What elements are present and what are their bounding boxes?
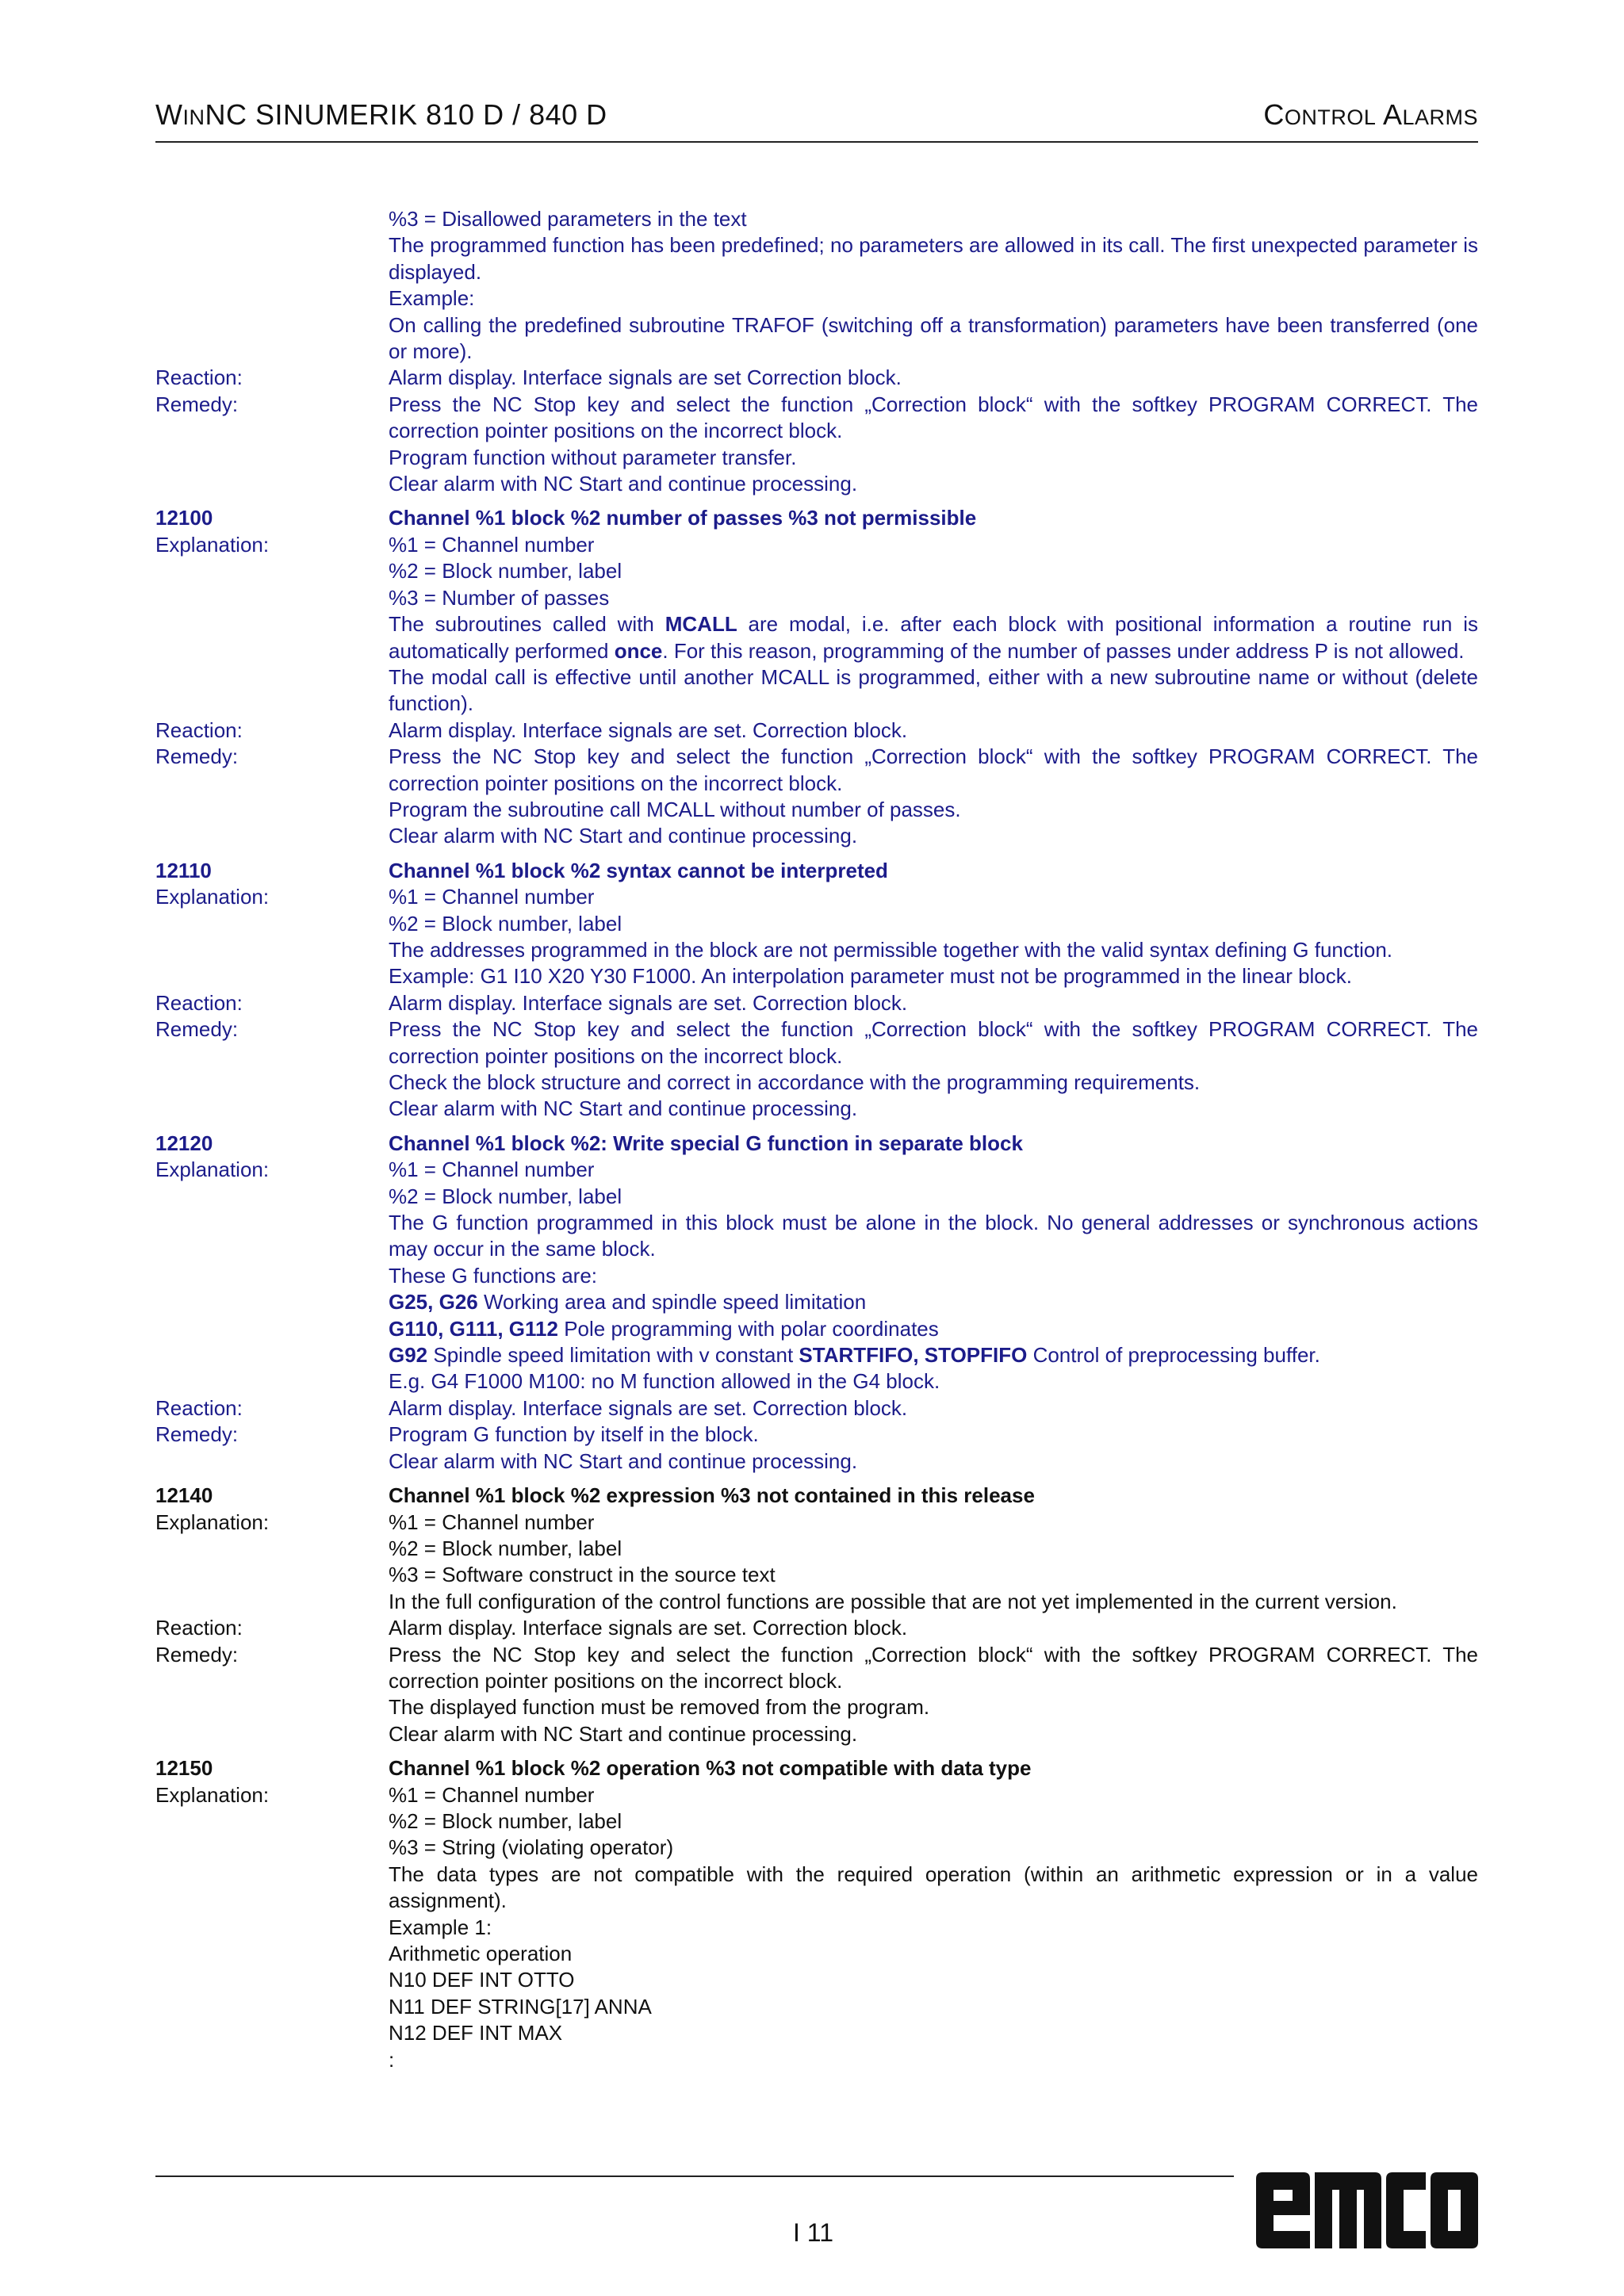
text-run: Working area and spindle speed limitation (477, 1290, 867, 1314)
explanation-line (389, 1316, 1478, 1342)
text-run: The subroutines called with (389, 612, 665, 637)
alarm-continuation (155, 206, 1478, 497)
explanation-label: Explanation: (155, 885, 270, 909)
explanation-line: %1 = Channel number (389, 532, 595, 557)
footer-rule (155, 2175, 1234, 2177)
explanation-line: %1 = Channel number (389, 1510, 595, 1534)
reaction-label: Reaction: (155, 990, 243, 1015)
explanation-line: Example 1: (389, 1915, 492, 1939)
reaction-label: Reaction: (155, 1395, 243, 1420)
section-title (1263, 98, 1478, 132)
text-run: Pole programming with polar coordinates (557, 1316, 939, 1341)
remedy-text: Press the NC Stop key and select the function „Correction block“ with the softkey PROGRAM CORRECT. The correction pointer positions on the incorrect block. (389, 392, 1478, 443)
alarm-12150 (155, 1755, 1478, 2073)
alarm-title: Channel %1 block %2: Write special G function in separate block (389, 1131, 1023, 1155)
remedy-text: The displayed function must be removed from the program. (389, 1695, 930, 1720)
code-line: N10 DEF INT OTTO (389, 1968, 575, 1992)
reaction-label: Reaction: (155, 365, 243, 390)
explanation-line: These G functions are: (389, 1263, 598, 1288)
text-run: are modal, i.e. after each block with positional information a routine run is automatically performed (389, 612, 1478, 663)
text-run-bold: G25, G26 (389, 1290, 478, 1314)
code-line: : (389, 2047, 395, 2072)
reaction-text: Alarm display. Interface signals are set Correction block. (389, 365, 902, 390)
title-w: W (155, 98, 183, 131)
remedy-text: Clear alarm with NC Start and continue processing. (389, 472, 858, 496)
explanation-line: The modal call is effective until another MCALL is programmed, either with a new subroutine name or without (delete function). (389, 664, 1478, 716)
text-run-bold: STARTFIFO, STOPFIFO (799, 1343, 1028, 1368)
reaction-label: Reaction: (155, 1616, 243, 1640)
remedy-text: Clear alarm with NC Start and continue processing. (389, 1448, 858, 1473)
text-run-bold: G110, G111, G112 (389, 1316, 558, 1341)
alarm-title: Channel %1 block %2 syntax cannot be interpreted (389, 858, 888, 882)
text-run-bold: MCALL (665, 612, 737, 637)
title-rest: NC SINUMERIK 810 D / 840 D (205, 98, 607, 131)
code-line: N12 DEF INT MAX (389, 2021, 563, 2045)
remedy-text: Press the NC Stop key and select the function „Correction block“ with the softkey PROGRAM CORRECT. The correction pointer positions on the incorrect block. (389, 744, 1478, 795)
alarm-12140 (155, 1483, 1478, 1747)
text-run: Control of preprocessing buffer. (1027, 1343, 1320, 1368)
alarm-12120 (155, 1131, 1478, 1475)
reaction-text: Alarm display. Interface signals are set. Correction block. (389, 718, 908, 742)
remedy-label: Remedy: (155, 1017, 239, 1042)
remedy-text: Program G function by itself in the block. (389, 1422, 759, 1447)
explanation-line: %2 = Block number, label (389, 1536, 622, 1560)
explanation-line: The data types are not compatible with the required operation (within an arithmetic expression or in a value assignment). (389, 1862, 1478, 1913)
explanation-line: %1 = Channel number (389, 1158, 595, 1182)
explanation-line: %3 = String (violating operator) (389, 1835, 674, 1860)
reaction-text: Alarm display. Interface signals are set. Correction block. (389, 1395, 908, 1420)
remedy-label: Remedy: (155, 392, 239, 416)
page-header (155, 94, 1478, 143)
explanation-line: On calling the predefined subroutine TRAFOF (switching off a transformation) parameters have been transferred (one or more). (389, 312, 1478, 364)
explanation-label: Explanation: (155, 532, 270, 557)
remedy-text: Clear alarm with NC Start and continue processing. (389, 824, 858, 848)
explanation-line: In the full configuration of the control functions are possible that are not yet implemented in the current version. (389, 1589, 1397, 1613)
explanation-line: The programmed function has been predefined; no parameters are allowed in its call. The first unexpected parameter is displayed. (389, 233, 1478, 284)
section-c: C (1263, 98, 1285, 131)
remedy-label: Remedy: (155, 1422, 239, 1447)
explanation-line: Example: (389, 286, 475, 311)
explanation-line: %1 = Channel number (389, 885, 595, 909)
explanation-line: %3 = Number of passes (389, 585, 610, 610)
document-title (155, 98, 607, 132)
alarm-code: 12120 (155, 1131, 213, 1155)
explanation-label: Explanation: (155, 1510, 270, 1534)
remedy-text: Clear alarm with NC Start and continue processing. (389, 1096, 858, 1121)
reaction-text: Alarm display. Interface signals are set. Correction block. (389, 990, 908, 1015)
explanation-line: %3 = Software construct in the source text (389, 1563, 776, 1587)
explanation-line: E.g. G4 F1000 M100: no M function allowed in the G4 block. (389, 1369, 940, 1394)
text-run-bold: G92 (389, 1343, 428, 1368)
emco-logo (1256, 2172, 1478, 2248)
remedy-label: Remedy: (155, 744, 239, 769)
alarm-title: Channel %1 block %2 operation %3 not compatible with data type (389, 1756, 1032, 1781)
alarm-code: 12150 (155, 1756, 213, 1781)
text-run: . For this reason, programming of the number of passes under address P is not allowed. (662, 638, 1465, 663)
explanation-line: %1 = Channel number (389, 1782, 595, 1807)
remedy-label: Remedy: (155, 1642, 239, 1667)
section-a: A (1382, 98, 1403, 131)
explanation-line: %2 = Block number, label (389, 1184, 622, 1208)
code-line: N11 DEF STRING[17] ANNA (389, 1994, 652, 2019)
explanation-line: %3 = Disallowed parameters in the text (389, 207, 747, 231)
section-ontrol: ONTROL (1284, 105, 1377, 129)
remedy-text: Check the block structure and correct in accordance with the programming requirements. (389, 1070, 1201, 1094)
remedy-text: Clear alarm with NC Start and continue processing. (389, 1721, 858, 1746)
explanation-line (389, 1342, 1478, 1368)
alarm-title: Channel %1 block %2 expression %3 not contained in this release (389, 1483, 1035, 1508)
alarm-code: 12110 (155, 858, 212, 882)
explanation-line: Arithmetic operation (389, 1942, 573, 1965)
alarm-code: 12100 (155, 506, 213, 530)
explanation-line: The G function programmed in this block must be alone in the block. No general addresses or synchronous actions may occur in the same block. (389, 1211, 1478, 1261)
alarm-list (155, 206, 1478, 2073)
explanation-line: %2 = Block number, label (389, 1808, 622, 1833)
remedy-text: Press the NC Stop key and select the function „Correction block“ with the softkey PROGRAM CORRECT. The correction pointer positions on the incorrect block. (389, 1017, 1478, 1068)
remedy-text: Program function without parameter transfer. (389, 445, 797, 469)
explanation-line: %2 = Block number, label (389, 559, 622, 584)
alarm-title: Channel %1 block %2 number of passes %3 not permissible (389, 506, 977, 530)
section-larms: LARMS (1402, 105, 1478, 129)
title-in: IN (182, 105, 205, 129)
text-run: Spindle speed limitation with v constant (427, 1343, 799, 1368)
explanation-line (389, 611, 1478, 664)
page-number: I 11 (793, 2218, 833, 2247)
alarm-12100 (155, 505, 1478, 849)
reaction-label: Reaction: (155, 718, 243, 742)
text-run-bold: once (614, 638, 663, 663)
explanation-line: %2 = Block number, label (389, 911, 622, 936)
explanation-label: Explanation: (155, 1158, 270, 1182)
explanation-line (389, 1289, 1478, 1315)
reaction-text: Alarm display. Interface signals are set. Correction block. (389, 1616, 908, 1640)
explanation-line: Example: G1 I10 X20 Y30 F1000. An interpolation parameter must not be programmed in the linear block. (389, 964, 1352, 989)
alarm-12110 (155, 858, 1478, 1123)
remedy-text: Press the NC Stop key and select the function „Correction block“ with the softkey PROGRAM CORRECT. The correction pointer positions on the incorrect block. (389, 1642, 1478, 1693)
remedy-text: Program the subroutine call MCALL without number of passes. (389, 797, 961, 821)
explanation-label: Explanation: (155, 1782, 270, 1807)
alarm-code: 12140 (155, 1483, 213, 1508)
explanation-line: The addresses programmed in the block are not permissible together with the valid syntax defining G function. (389, 937, 1393, 962)
